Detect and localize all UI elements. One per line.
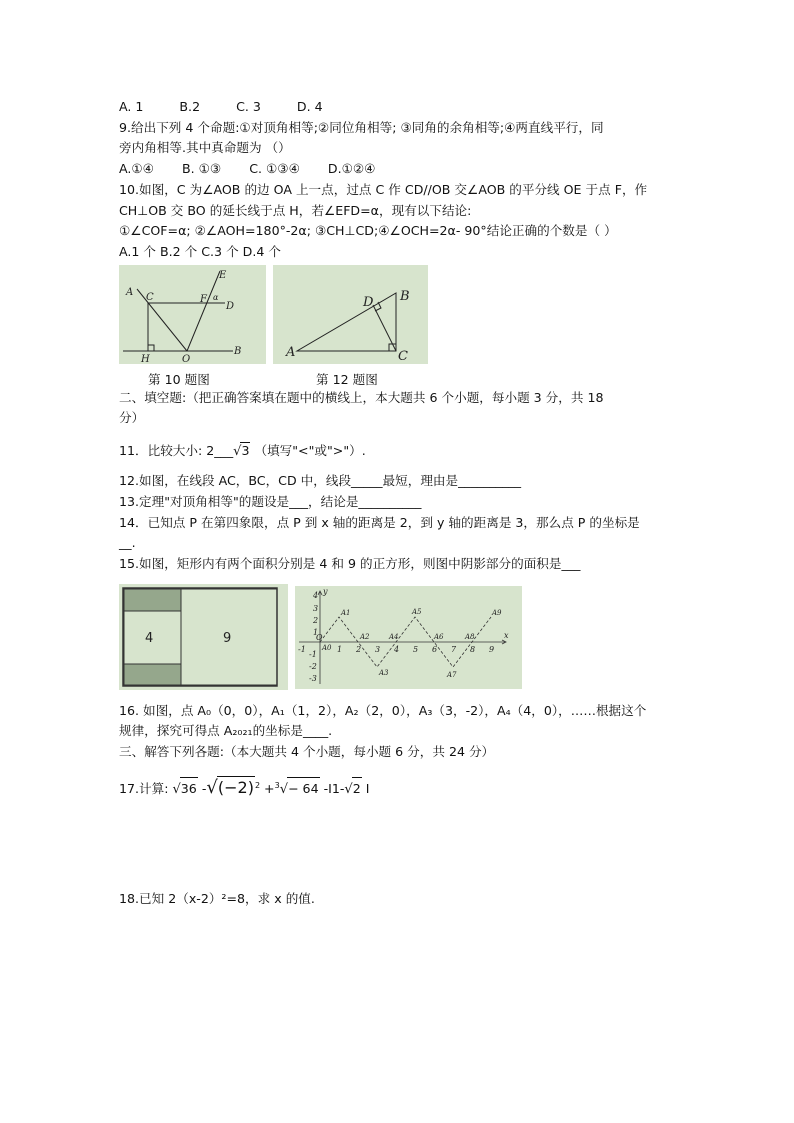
x-tick-4: 4 bbox=[394, 645, 400, 654]
origin-label: O bbox=[316, 633, 323, 642]
q18: 18.已知 2（x-2）²=8，求 x 的值. bbox=[119, 891, 315, 906]
label-c: C bbox=[146, 292, 154, 303]
q10-options: A.1 个 B.2 个 C.3 个 D.4 个 bbox=[119, 244, 281, 259]
x-tick-8: 8 bbox=[470, 645, 476, 654]
point-a1: A1 bbox=[341, 609, 351, 617]
q8-option-d: D. 4 bbox=[296, 99, 323, 114]
q11 bbox=[119, 442, 366, 460]
label-alpha: α bbox=[213, 293, 219, 302]
sqrt-symbol: √ bbox=[172, 782, 181, 798]
label-e: E bbox=[219, 270, 227, 281]
sqrt-symbol: √ bbox=[344, 782, 353, 798]
x-tick-6: 6 bbox=[432, 645, 438, 654]
figure-q12-diagram bbox=[273, 265, 428, 364]
figure-q10-diagram bbox=[119, 265, 266, 364]
x-axis-label: x bbox=[504, 631, 509, 640]
y-tick-neg3: -3 bbox=[309, 674, 317, 683]
q17 bbox=[119, 775, 369, 799]
figure-q15-diagram bbox=[119, 584, 288, 690]
q11-radicand: 3 bbox=[241, 443, 250, 458]
q15: 15.如图，矩形内有两个面积分别是 4 和 9 的正方形，则图中阴影部分的面积是___ bbox=[119, 556, 581, 571]
x-tick-1: 1 bbox=[337, 645, 343, 654]
caption-q12: 第 12 题图 bbox=[316, 372, 378, 387]
q17-end: I bbox=[361, 781, 370, 797]
caption-q10: 第 10 题图 bbox=[148, 372, 210, 387]
label-a: A bbox=[286, 345, 296, 360]
label-b: B bbox=[234, 346, 242, 357]
label-4: 4 bbox=[145, 631, 154, 646]
right-angle-h bbox=[148, 345, 154, 351]
q9-options bbox=[119, 161, 375, 177]
point-a5: A5 bbox=[412, 608, 422, 616]
q14-line1: 14．已知点 P 在第四象限，点 P 到 x 轴的距离是 2，到 y 轴的距离是 3，那么点 P 的坐标是 bbox=[119, 515, 640, 530]
point-a0: A0 bbox=[322, 644, 332, 652]
x-tick-3: 3 bbox=[375, 645, 381, 654]
y-tick-4: 4 bbox=[313, 591, 319, 600]
q10-line3: ①∠COF=α; ②∠AOH=180°-2α; ③CH⊥CD;④∠OCH=2α- 90°结论正确的个数是（ ） bbox=[119, 223, 617, 238]
figure-q16-graph bbox=[295, 586, 522, 689]
section2-line2: 分） bbox=[119, 410, 145, 425]
y-tick-3: 3 bbox=[313, 604, 319, 613]
x-tick-2: 2 bbox=[356, 645, 362, 654]
q12: 12.如图，在线段 AC，BC，CD 中，线段_____最短，理由是__________ bbox=[119, 473, 522, 488]
minus-sign: - bbox=[201, 781, 207, 797]
q17-term1: 36 bbox=[180, 777, 198, 800]
point-a4: A4 bbox=[389, 633, 399, 641]
x-tick-5: 5 bbox=[413, 645, 419, 654]
line-oa bbox=[137, 289, 187, 351]
q13: 13.定理"对顶角相等"的题设是___，结论是__________ bbox=[119, 494, 422, 509]
y-tick-1: 1 bbox=[313, 628, 319, 637]
point-a9: A9 bbox=[492, 609, 502, 617]
label-f: F bbox=[200, 294, 207, 305]
q9-option-b: B. ①③ bbox=[181, 161, 222, 176]
point-a6: A6 bbox=[434, 633, 444, 641]
q17-term2: (−2) bbox=[217, 778, 254, 798]
label-c: C bbox=[398, 349, 408, 364]
q14-line2: __. bbox=[119, 535, 136, 550]
q10-line2: CH⊥OB 交 BO 的延长线于点 H，若∠EFD=α，现有以下结论: bbox=[119, 203, 472, 218]
x-tick-9: 9 bbox=[489, 645, 495, 654]
q8-option-c: C. 3 bbox=[236, 99, 261, 114]
label-b: B bbox=[400, 289, 410, 304]
figure-q12 bbox=[273, 265, 428, 364]
q8-option-a: A. 1 bbox=[119, 99, 144, 114]
sqrt-symbol: √ bbox=[279, 782, 288, 798]
y-tick-neg1: -1 bbox=[309, 650, 317, 659]
label-o: O bbox=[182, 354, 191, 364]
q17-term4: 2 bbox=[352, 777, 362, 800]
q10-line1: 10.如图，C 为∠AOB 的边 OA 上一点，过点 C 作 CD//OB 交∠AOB 的平分线 OE 于点 F，作 bbox=[119, 182, 648, 197]
q9-line2: 旁内角相等.其中真命题为 （） bbox=[119, 140, 291, 155]
q17-label: 17.计算: bbox=[119, 781, 169, 797]
q9-option-d: D.①②④ bbox=[327, 161, 376, 176]
q17-term3: − 64 bbox=[287, 777, 320, 800]
section3-heading: 三、解答下列各题:（本大题共 4 个小题，每小题 6 分，共 24 分） bbox=[119, 744, 495, 759]
q11-suffix: （填写"<"或">"）. bbox=[250, 443, 366, 458]
q17-cube-root-index: 3 bbox=[274, 781, 280, 790]
point-a8: A8 bbox=[465, 633, 475, 641]
y-tick-2: 2 bbox=[313, 616, 319, 625]
label-d: D bbox=[363, 295, 374, 310]
plus-sign: + bbox=[264, 781, 275, 797]
point-a2: A2 bbox=[360, 633, 370, 641]
q8-options bbox=[119, 99, 323, 115]
label-d: D bbox=[226, 301, 235, 312]
point-a7: A7 bbox=[447, 671, 457, 679]
line-oe bbox=[187, 271, 220, 351]
figure-q10 bbox=[119, 265, 266, 364]
shaded-region-bottom bbox=[124, 664, 181, 685]
label-h: H bbox=[141, 354, 150, 364]
label-9: 9 bbox=[223, 631, 232, 646]
q16-line1: 16. 如图，点 A₀（0，0），A₁（1，2），A₂（2，0），A₃（3，-2），A₄（4，0），……根据这个 bbox=[119, 703, 647, 718]
y-axis-label: y bbox=[323, 587, 328, 596]
q17-term2-exponent: 2 bbox=[254, 781, 261, 790]
q17-tail: -I1- bbox=[319, 781, 345, 797]
q16-line2: 规律，探究可得点 A₂₀₂₁的坐标是____. bbox=[119, 723, 333, 738]
label-a: A bbox=[126, 287, 134, 298]
sqrt-symbol: √ bbox=[233, 444, 242, 459]
shaded-region-top bbox=[124, 589, 181, 611]
q8-option-b: B.2 bbox=[179, 99, 201, 114]
q9-option-a: A.①④ bbox=[119, 161, 154, 176]
figure-q15 bbox=[119, 584, 288, 690]
x-tick-neg1: -1 bbox=[298, 645, 306, 654]
y-tick-neg2: -2 bbox=[309, 662, 317, 671]
q9-line1: 9.给出下列 4 个命题:①对顶角相等;②同位角相等; ③同角的余角相等;④两直线平行，同 bbox=[119, 120, 604, 135]
point-a3: A3 bbox=[379, 669, 389, 677]
sqrt-symbol: √ bbox=[206, 777, 218, 799]
q9-option-c: C. ①③④ bbox=[249, 161, 300, 176]
figure-q16 bbox=[295, 586, 522, 689]
q11-prefix: 11．比较大小: 2___ bbox=[119, 443, 234, 458]
x-tick-7: 7 bbox=[451, 645, 457, 654]
section2-line1: 二、填空题:（把正确答案填在题中的横线上，本大题共 6 个小题，每小题 3 分，共 18 bbox=[119, 390, 604, 405]
